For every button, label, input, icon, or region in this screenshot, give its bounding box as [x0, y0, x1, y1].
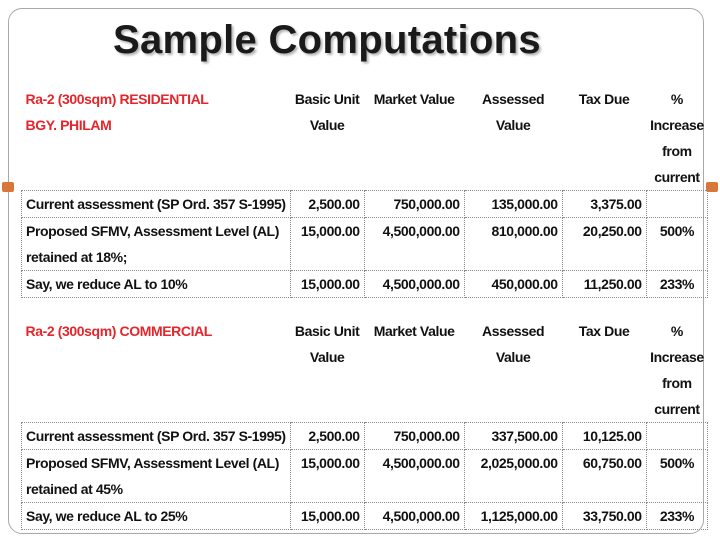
column-header-assessed-value: Assessed Value — [482, 91, 545, 133]
table-row — [22, 191, 708, 218]
property-heading — [22, 86, 291, 191]
percent-increase-cell: 500% — [646, 450, 708, 503]
column-header-tax-due: Tax Due — [578, 91, 630, 107]
column-header-basic-unit-value — [290, 318, 364, 423]
basic-unit-value-cell: 2,500.00 — [290, 191, 364, 218]
percent-increase-cell — [646, 191, 708, 218]
column-header-basic-unit-value-line: Basic Unit — [294, 91, 360, 107]
assessed-value-cell: 337,500.00 — [464, 423, 562, 450]
commercial-computation-table — [21, 318, 708, 530]
row-label-line: Current assessment (SP Ord. 357 S-1995) — [26, 428, 286, 444]
header-row — [22, 318, 708, 423]
table-row — [22, 450, 708, 503]
residential-computation-table — [21, 86, 708, 298]
column-header-percent-increase — [646, 318, 708, 423]
property-heading-line: Ra-2 (300sqm) RESIDENTIAL — [25, 91, 209, 107]
tax-due-cell: 20,250.00 — [562, 218, 646, 271]
column-header-percent-increase-line: current — [654, 401, 700, 417]
row-label — [22, 191, 291, 218]
column-header-tax-due: Tax Due — [578, 323, 630, 339]
row-label — [22, 503, 291, 530]
basic-unit-value-cell: 15,000.00 — [290, 218, 364, 271]
tax-due-cell: 33,750.00 — [562, 503, 646, 530]
row-label-line: Say, we reduce AL to 25% — [26, 508, 188, 524]
row-label — [22, 423, 291, 450]
property-heading-line: BGY. PHILAM — [25, 117, 112, 133]
tax-due-cell: 3,375.00 — [562, 191, 646, 218]
percent-increase-cell: 233% — [646, 503, 708, 530]
column-header-market-value: Market Value — [373, 323, 455, 339]
market-value-cell: 4,500,000.00 — [364, 450, 464, 503]
column-header-percent-increase-line: current — [654, 169, 700, 185]
column-header-percent-increase — [646, 86, 708, 191]
header-row — [22, 86, 708, 191]
row-label-line: Proposed SFMV, Assessment Level (AL) — [26, 455, 279, 471]
assessed-value-cell: 1,125,000.00 — [464, 503, 562, 530]
column-header-basic-unit-value-line: Value — [309, 117, 345, 133]
market-value-cell: 750,000.00 — [364, 191, 464, 218]
row-label-line: Proposed SFMV, Assessment Level (AL) — [26, 223, 279, 239]
market-value-cell: 4,500,000.00 — [364, 503, 464, 530]
slide-title: Sample Computations — [113, 18, 541, 62]
percent-increase-cell — [646, 423, 708, 450]
tax-due-cell: 60,750.00 — [562, 450, 646, 503]
row-label-line: Say, we reduce AL to 10% — [26, 276, 188, 292]
row-label — [22, 450, 291, 503]
row-label — [22, 271, 291, 298]
column-header-basic-unit-value — [290, 86, 364, 191]
property-heading-line: Ra-2 (300sqm) COMMERCIAL — [25, 323, 212, 339]
assessed-value-cell: 810,000.00 — [464, 218, 562, 271]
row-label-line: retained at 45% — [26, 481, 123, 497]
table-row — [22, 218, 708, 271]
market-value-cell: 4,500,000.00 — [364, 271, 464, 298]
table-row — [22, 271, 708, 298]
slide-edge-marker-left — [2, 182, 14, 192]
column-header-market-value: Market Value — [373, 91, 455, 107]
percent-increase-cell: 500% — [646, 218, 708, 271]
table-row — [22, 503, 708, 530]
percent-increase-cell: 233% — [646, 271, 708, 298]
column-header-percent-increase-line: % Increase — [650, 91, 704, 133]
column-header-percent-increase-line: from — [662, 375, 692, 391]
basic-unit-value-cell: 15,000.00 — [290, 503, 364, 530]
column-header-percent-increase-line: % Increase — [650, 323, 704, 365]
tax-due-cell: 11,250.00 — [562, 271, 646, 298]
table-row — [22, 423, 708, 450]
market-value-cell: 750,000.00 — [364, 423, 464, 450]
basic-unit-value-cell: 15,000.00 — [290, 271, 364, 298]
assessed-value-cell: 450,000.00 — [464, 271, 562, 298]
row-label — [22, 218, 291, 271]
row-label-line: Current assessment (SP Ord. 357 S-1995) — [26, 196, 286, 212]
column-header-basic-unit-value-line: Basic Unit — [294, 323, 360, 339]
basic-unit-value-cell: 15,000.00 — [290, 450, 364, 503]
column-header-percent-increase-line: from — [662, 143, 692, 159]
column-header-basic-unit-value-line: Value — [309, 349, 345, 365]
row-label-line: retained at 18%; — [26, 249, 127, 265]
market-value-cell: 4,500,000.00 — [364, 218, 464, 271]
property-heading — [22, 318, 291, 423]
assessed-value-cell: 135,000.00 — [464, 191, 562, 218]
assessed-value-cell: 2,025,000.00 — [464, 450, 562, 503]
basic-unit-value-cell: 2,500.00 — [290, 423, 364, 450]
column-header-assessed-value: Assessed Value — [482, 323, 545, 365]
tax-due-cell: 10,125.00 — [562, 423, 646, 450]
